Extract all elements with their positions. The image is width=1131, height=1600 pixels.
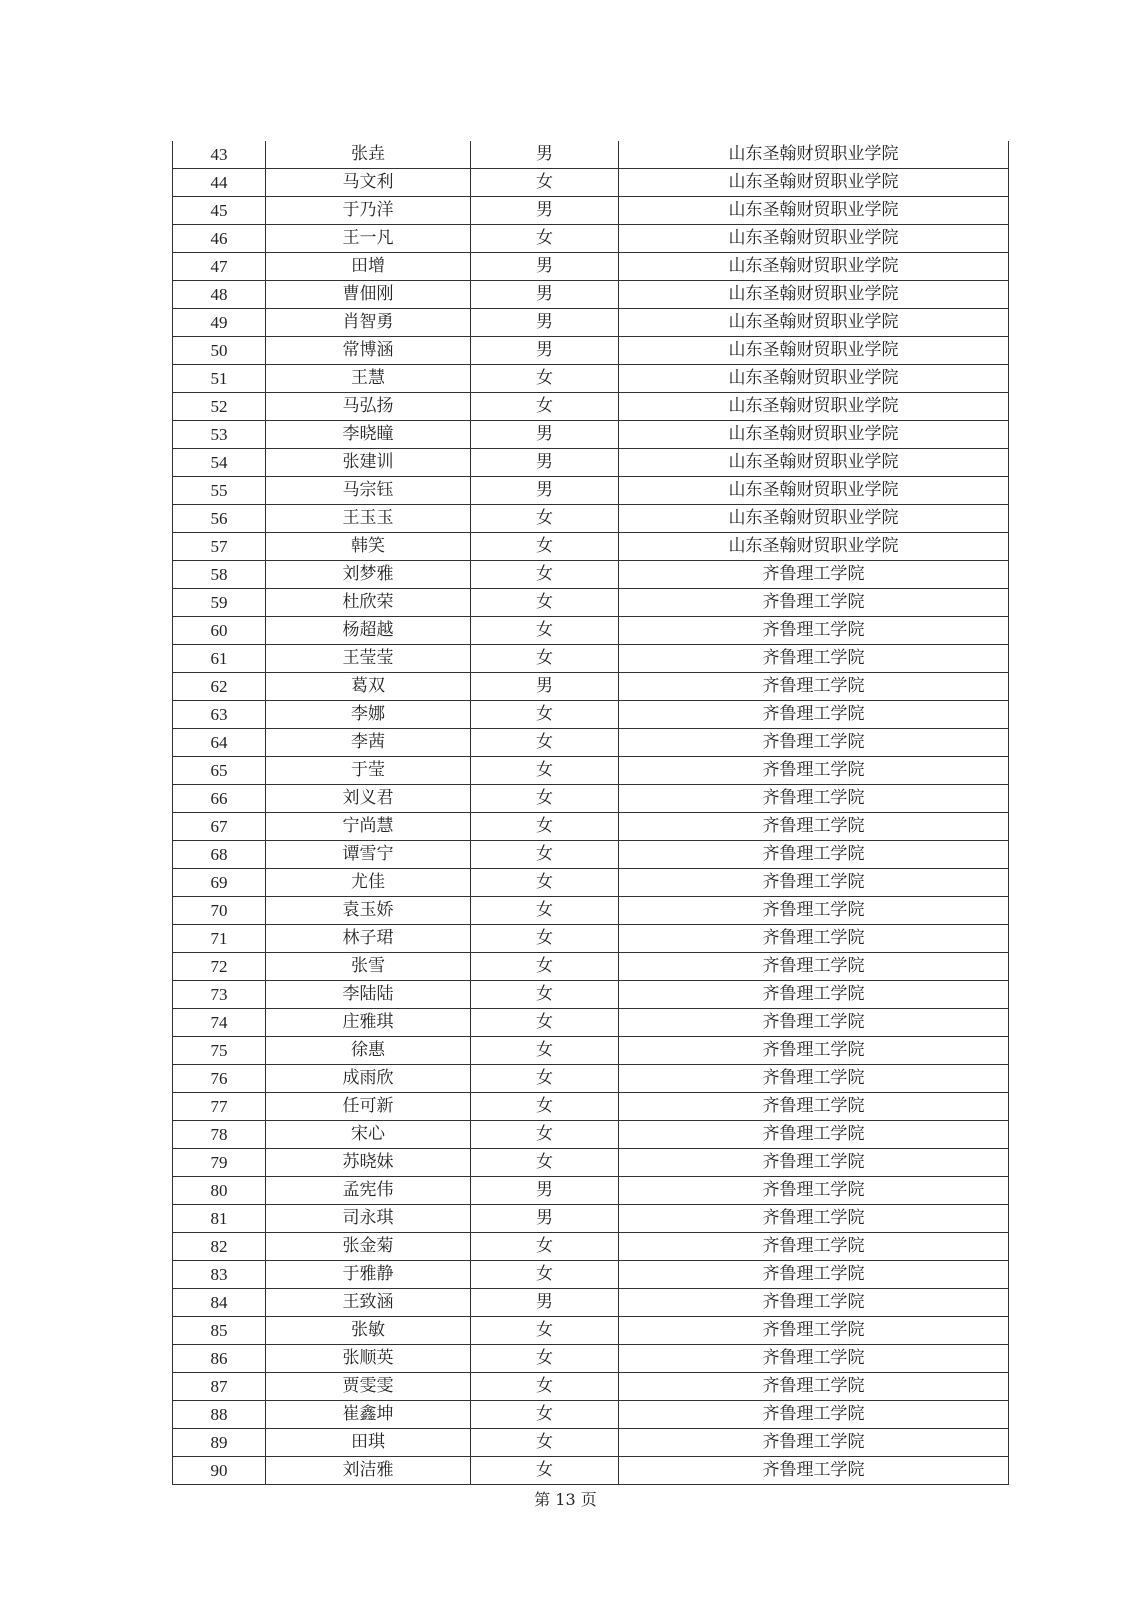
table-row — [173, 1009, 1009, 1037]
row-number: 54 — [173, 449, 266, 477]
student-school: 齐鲁理工学院 — [619, 925, 1009, 953]
student-name: 于雅静 — [266, 1261, 471, 1289]
row-number: 83 — [173, 1261, 266, 1289]
table-row — [173, 729, 1009, 757]
student-school: 山东圣翰财贸职业学院 — [619, 393, 1009, 421]
row-number: 59 — [173, 589, 266, 617]
table-row — [173, 1373, 1009, 1401]
student-school: 齐鲁理工学院 — [619, 589, 1009, 617]
row-number: 69 — [173, 869, 266, 897]
student-name: 司永琪 — [266, 1205, 471, 1233]
student-school: 齐鲁理工学院 — [619, 953, 1009, 981]
student-name: 贾雯雯 — [266, 1373, 471, 1401]
table-row — [173, 337, 1009, 365]
student-gender: 女 — [471, 953, 619, 981]
student-school: 齐鲁理工学院 — [619, 1429, 1009, 1457]
table-row — [173, 1289, 1009, 1317]
table-row — [173, 197, 1009, 225]
student-school: 齐鲁理工学院 — [619, 673, 1009, 701]
student-school: 齐鲁理工学院 — [619, 1373, 1009, 1401]
table-row — [173, 1233, 1009, 1261]
student-gender: 女 — [471, 1457, 619, 1485]
student-gender: 女 — [471, 505, 619, 533]
student-school: 齐鲁理工学院 — [619, 785, 1009, 813]
table-row — [173, 141, 1009, 169]
student-school: 山东圣翰财贸职业学院 — [619, 281, 1009, 309]
student-school: 山东圣翰财贸职业学院 — [619, 533, 1009, 561]
student-gender: 女 — [471, 757, 619, 785]
student-name: 于莹 — [266, 757, 471, 785]
student-gender: 女 — [471, 841, 619, 869]
student-school: 山东圣翰财贸职业学院 — [619, 309, 1009, 337]
table-row — [173, 365, 1009, 393]
student-name: 崔鑫坤 — [266, 1401, 471, 1429]
student-name: 李茜 — [266, 729, 471, 757]
table-row — [173, 813, 1009, 841]
row-number: 85 — [173, 1317, 266, 1345]
student-school: 齐鲁理工学院 — [619, 1065, 1009, 1093]
student-gender: 女 — [471, 589, 619, 617]
table-row — [173, 757, 1009, 785]
student-name: 张顺英 — [266, 1345, 471, 1373]
student-name: 张雪 — [266, 953, 471, 981]
student-gender: 女 — [471, 981, 619, 1009]
student-school: 齐鲁理工学院 — [619, 1233, 1009, 1261]
row-number: 47 — [173, 253, 266, 281]
student-school: 齐鲁理工学院 — [619, 869, 1009, 897]
table-row — [173, 169, 1009, 197]
student-gender: 女 — [471, 1037, 619, 1065]
student-school: 山东圣翰财贸职业学院 — [619, 337, 1009, 365]
table-row — [173, 701, 1009, 729]
student-gender: 女 — [471, 393, 619, 421]
student-school: 齐鲁理工学院 — [619, 1121, 1009, 1149]
table-row — [173, 253, 1009, 281]
table-row — [173, 449, 1009, 477]
row-number: 44 — [173, 169, 266, 197]
row-number: 46 — [173, 225, 266, 253]
student-gender: 女 — [471, 1429, 619, 1457]
student-gender: 女 — [471, 1065, 619, 1093]
student-gender: 男 — [471, 1289, 619, 1317]
student-name: 徐惠 — [266, 1037, 471, 1065]
student-name: 张垚 — [266, 141, 471, 169]
table-row — [173, 869, 1009, 897]
student-gender: 男 — [471, 141, 619, 169]
student-school: 齐鲁理工学院 — [619, 645, 1009, 673]
student-gender: 男 — [471, 253, 619, 281]
student-name: 苏晓妹 — [266, 1149, 471, 1177]
table-row — [173, 1037, 1009, 1065]
table-row — [173, 393, 1009, 421]
table-row — [173, 1149, 1009, 1177]
student-gender: 女 — [471, 785, 619, 813]
student-name: 李娜 — [266, 701, 471, 729]
roster-table — [172, 141, 1009, 1485]
student-gender: 男 — [471, 281, 619, 309]
student-name: 王玉玉 — [266, 505, 471, 533]
student-school: 齐鲁理工学院 — [619, 1261, 1009, 1289]
row-number: 75 — [173, 1037, 266, 1065]
row-number: 45 — [173, 197, 266, 225]
student-school: 齐鲁理工学院 — [619, 981, 1009, 1009]
row-number: 73 — [173, 981, 266, 1009]
row-number: 61 — [173, 645, 266, 673]
student-name: 谭雪宁 — [266, 841, 471, 869]
student-school: 齐鲁理工学院 — [619, 1457, 1009, 1485]
student-gender: 女 — [471, 1261, 619, 1289]
student-name: 刘洁雅 — [266, 1457, 471, 1485]
student-school: 山东圣翰财贸职业学院 — [619, 449, 1009, 477]
row-number: 58 — [173, 561, 266, 589]
student-name: 刘梦雅 — [266, 561, 471, 589]
student-gender: 女 — [471, 729, 619, 757]
row-number: 67 — [173, 813, 266, 841]
student-name: 张金菊 — [266, 1233, 471, 1261]
student-gender: 女 — [471, 645, 619, 673]
student-gender: 女 — [471, 365, 619, 393]
student-name: 尤佳 — [266, 869, 471, 897]
page-number: 第 13 页 — [534, 1490, 597, 1509]
table-row — [173, 281, 1009, 309]
row-number: 88 — [173, 1401, 266, 1429]
student-name: 王莹莹 — [266, 645, 471, 673]
student-name: 宁尚慧 — [266, 813, 471, 841]
student-name: 于乃洋 — [266, 197, 471, 225]
table-row — [173, 1177, 1009, 1205]
row-number: 52 — [173, 393, 266, 421]
table-row — [173, 309, 1009, 337]
student-school: 齐鲁理工学院 — [619, 1009, 1009, 1037]
student-school: 齐鲁理工学院 — [619, 1289, 1009, 1317]
student-school: 齐鲁理工学院 — [619, 841, 1009, 869]
row-number: 43 — [173, 141, 266, 169]
student-name: 庄雅琪 — [266, 1009, 471, 1037]
student-name: 田琪 — [266, 1429, 471, 1457]
student-gender: 女 — [471, 1373, 619, 1401]
student-gender: 女 — [471, 169, 619, 197]
table-row — [173, 477, 1009, 505]
student-school: 齐鲁理工学院 — [619, 1093, 1009, 1121]
row-number: 55 — [173, 477, 266, 505]
student-school: 山东圣翰财贸职业学院 — [619, 365, 1009, 393]
row-number: 86 — [173, 1345, 266, 1373]
student-name: 袁玉娇 — [266, 897, 471, 925]
student-gender: 女 — [471, 1093, 619, 1121]
table-row — [173, 561, 1009, 589]
student-school: 齐鲁理工学院 — [619, 561, 1009, 589]
student-school: 山东圣翰财贸职业学院 — [619, 505, 1009, 533]
student-school: 齐鲁理工学院 — [619, 1317, 1009, 1345]
student-school: 齐鲁理工学院 — [619, 813, 1009, 841]
table-row — [173, 981, 1009, 1009]
student-gender: 男 — [471, 421, 619, 449]
table-row — [173, 1121, 1009, 1149]
student-school: 山东圣翰财贸职业学院 — [619, 225, 1009, 253]
table-row — [173, 589, 1009, 617]
student-gender: 女 — [471, 813, 619, 841]
student-school: 齐鲁理工学院 — [619, 897, 1009, 925]
student-gender: 女 — [471, 925, 619, 953]
row-number: 82 — [173, 1233, 266, 1261]
row-number: 50 — [173, 337, 266, 365]
table-row — [173, 1065, 1009, 1093]
student-school: 齐鲁理工学院 — [619, 1205, 1009, 1233]
table-row — [173, 533, 1009, 561]
student-school: 山东圣翰财贸职业学院 — [619, 197, 1009, 225]
student-gender: 男 — [471, 1205, 619, 1233]
student-name: 李陆陆 — [266, 981, 471, 1009]
row-number: 89 — [173, 1429, 266, 1457]
row-number: 71 — [173, 925, 266, 953]
student-gender: 男 — [471, 309, 619, 337]
table-row — [173, 925, 1009, 953]
table-row — [173, 785, 1009, 813]
student-gender: 女 — [471, 1009, 619, 1037]
student-gender: 男 — [471, 477, 619, 505]
student-gender: 女 — [471, 1233, 619, 1261]
student-school: 齐鲁理工学院 — [619, 617, 1009, 645]
student-name: 刘义君 — [266, 785, 471, 813]
row-number: 60 — [173, 617, 266, 645]
row-number: 64 — [173, 729, 266, 757]
table-row — [173, 897, 1009, 925]
student-name: 葛双 — [266, 673, 471, 701]
row-number: 78 — [173, 1121, 266, 1149]
student-gender: 女 — [471, 561, 619, 589]
table-row — [173, 645, 1009, 673]
table-row — [173, 1429, 1009, 1457]
student-name: 孟宪伟 — [266, 1177, 471, 1205]
student-school: 齐鲁理工学院 — [619, 1149, 1009, 1177]
student-name: 张敏 — [266, 1317, 471, 1345]
student-name: 马文利 — [266, 169, 471, 197]
row-number: 87 — [173, 1373, 266, 1401]
student-name: 王致涵 — [266, 1289, 471, 1317]
row-number: 77 — [173, 1093, 266, 1121]
row-number: 48 — [173, 281, 266, 309]
student-school: 山东圣翰财贸职业学院 — [619, 169, 1009, 197]
student-school: 齐鲁理工学院 — [619, 701, 1009, 729]
student-name: 宋心 — [266, 1121, 471, 1149]
student-school: 齐鲁理工学院 — [619, 757, 1009, 785]
student-school: 山东圣翰财贸职业学院 — [619, 421, 1009, 449]
student-gender: 女 — [471, 225, 619, 253]
student-name: 李晓瞳 — [266, 421, 471, 449]
student-gender: 男 — [471, 337, 619, 365]
row-number: 56 — [173, 505, 266, 533]
student-gender: 女 — [471, 897, 619, 925]
student-school: 齐鲁理工学院 — [619, 1401, 1009, 1429]
table-row — [173, 1401, 1009, 1429]
row-number: 80 — [173, 1177, 266, 1205]
student-school: 山东圣翰财贸职业学院 — [619, 141, 1009, 169]
student-gender: 女 — [471, 1149, 619, 1177]
student-gender: 女 — [471, 1345, 619, 1373]
student-name: 任可新 — [266, 1093, 471, 1121]
row-number: 84 — [173, 1289, 266, 1317]
row-number: 62 — [173, 673, 266, 701]
student-gender: 男 — [471, 1177, 619, 1205]
student-school: 齐鲁理工学院 — [619, 1037, 1009, 1065]
student-name: 王慧 — [266, 365, 471, 393]
student-gender: 女 — [471, 701, 619, 729]
row-number: 79 — [173, 1149, 266, 1177]
row-number: 53 — [173, 421, 266, 449]
student-gender: 男 — [471, 449, 619, 477]
student-gender: 女 — [471, 1317, 619, 1345]
student-name: 张建训 — [266, 449, 471, 477]
student-name: 田增 — [266, 253, 471, 281]
row-number: 74 — [173, 1009, 266, 1037]
row-number: 63 — [173, 701, 266, 729]
student-name: 杨超越 — [266, 617, 471, 645]
student-name: 王一凡 — [266, 225, 471, 253]
student-school: 齐鲁理工学院 — [619, 1177, 1009, 1205]
row-number: 57 — [173, 533, 266, 561]
student-gender: 男 — [471, 673, 619, 701]
student-school: 山东圣翰财贸职业学院 — [619, 477, 1009, 505]
row-number: 72 — [173, 953, 266, 981]
row-number: 68 — [173, 841, 266, 869]
table-row — [173, 225, 1009, 253]
row-number: 49 — [173, 309, 266, 337]
table-row — [173, 1093, 1009, 1121]
row-number: 76 — [173, 1065, 266, 1093]
student-name: 林子珺 — [266, 925, 471, 953]
student-school: 齐鲁理工学院 — [619, 1345, 1009, 1373]
student-name: 成雨欣 — [266, 1065, 471, 1093]
student-name: 马宗钰 — [266, 477, 471, 505]
student-gender: 男 — [471, 197, 619, 225]
student-name: 曹佃刚 — [266, 281, 471, 309]
row-number: 90 — [173, 1457, 266, 1485]
student-gender: 女 — [471, 533, 619, 561]
table-row — [173, 841, 1009, 869]
student-gender: 女 — [471, 869, 619, 897]
table-row — [173, 617, 1009, 645]
table-row — [173, 673, 1009, 701]
student-name: 韩笑 — [266, 533, 471, 561]
row-number: 81 — [173, 1205, 266, 1233]
student-name: 肖智勇 — [266, 309, 471, 337]
table-row — [173, 953, 1009, 981]
table-row — [173, 1457, 1009, 1485]
student-gender: 女 — [471, 1121, 619, 1149]
student-gender: 女 — [471, 617, 619, 645]
student-gender: 女 — [471, 1401, 619, 1429]
table-row — [173, 1317, 1009, 1345]
row-number: 66 — [173, 785, 266, 813]
row-number: 51 — [173, 365, 266, 393]
table-row — [173, 1345, 1009, 1373]
roster-table-body — [173, 141, 1009, 1485]
table-row — [173, 1205, 1009, 1233]
row-number: 70 — [173, 897, 266, 925]
table-row — [173, 1261, 1009, 1289]
student-name: 常博涵 — [266, 337, 471, 365]
table-row — [173, 421, 1009, 449]
student-name: 马弘扬 — [266, 393, 471, 421]
student-school: 齐鲁理工学院 — [619, 729, 1009, 757]
table-row — [173, 505, 1009, 533]
row-number: 65 — [173, 757, 266, 785]
student-name: 杜欣荣 — [266, 589, 471, 617]
student-school: 山东圣翰财贸职业学院 — [619, 253, 1009, 281]
